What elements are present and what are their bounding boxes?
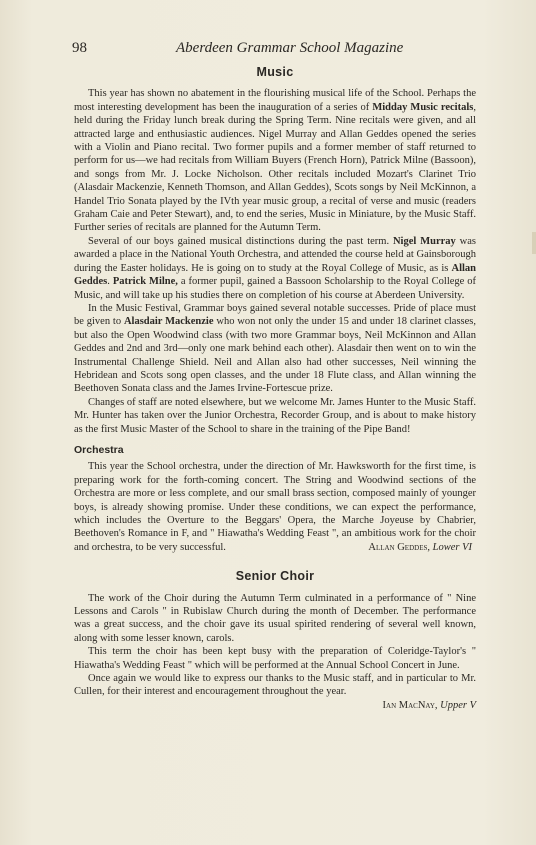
article-body: [74, 66, 476, 712]
choir-paragraph-2: This term the choir has been kept busy with the preparation of Coleridge-Taylor's " Hiawatha's Wedding Feast " which will be performed at the Annual School Concert in June.: [74, 646, 476, 671]
choir-signature: [74, 699, 476, 712]
nigel-murray-emphasis: Nigel Murray: [392, 235, 456, 247]
orchestra-heading: Orchestra: [74, 443, 124, 456]
choir-author: Ian MacNay,: [382, 699, 438, 711]
music-paragraph-1: This year has shown no abatement in the flourishing musical life of the School. Perhaps the most interesting development has been the inauguration of a series of Midday Music recitals, held during the Friday lunch break during the Spring Term. Nine recitals were given, and all attracted large and enthusiastic audiences. Nigel Murray and Allan Geddes opened the series with a Violin and Piano recital. Two former pupils and a former member of staff returned to perform for us—we had recitals from William Buyers (French Horn), Patrick Milne (Bassoon), and songs from Mr. J. Locke Nicholson. Other recitals included Mozart's Clarinet Trio (Alasdair Mackenzie, Kenneth Thomson, and Allan Geddes), Scots songs by Neil McKinnon, a Handel Trio Sonata played by the IVth year music group, a recital of verse and music (readers Graham Caie and Peter Stewart), and, to end the series, Music in Miniature, by the Music Staff. Further series of recitals are planned for the Autumn Term.: [74, 88, 476, 234]
midday-music-emphasis: Midday Music recitals: [372, 101, 474, 113]
music-paragraph-2: Several of our boys gained musical distinctions during the past term. Nigel Murray was awarded a place in the National Youth Orchestra, and attended the course held at Gainsborough during the Easter holidays. He is going on to study at the Royal College of Music, as is Allan Geddes. Patrick Milne, a former pupil, gained a Bassoon Scholarship to the Royal College of Music, and will take up his studies there on completion of his course at Aberdeen University.: [74, 235, 477, 301]
orchestra-author-class: Lower VI: [432, 541, 472, 553]
choir-heading: Senior Choir: [235, 569, 315, 584]
choir-paragraph-3: Once again we would like to express our thanks to the Music staff, and in particular to Mr. Cullen, for their interest and encouragement throughout the year.: [74, 673, 476, 698]
alasdair-mackenzie-emphasis: Alasdair Mackenzie: [123, 316, 214, 328]
patrick-milne-emphasis: Patrick Milne,: [112, 276, 178, 288]
choir-author-class: Upper V: [440, 699, 476, 711]
choir-paragraph-1: The work of the Choir during the Autumn Term culminated in a performance of " Nine Lessons and Carols " in Rubislaw Church during the month of December. The performance was a great success, and the choir gave its usual spirited rendering of several well known, along with some lesser known, carols.: [74, 592, 476, 644]
orchestra-paragraph: This year the School orchestra, under the direction of Mr. Hawksworth for the first time, is preparing work for the forth-coming concert. The String and Woodwind sections of the Orchestra are more or less complete, and our small brass section, composed mainly of younger boys, is already showing promise. Under these conditions, we can expect the performance, which includes the Overture to the Beggars' Opera, the Marche Joyeuse by Chabrier, Beethoven's Romance in F, and " Hiawatha's Wedding Feast ", an ambitious work for the choir and orchestra, to be very successful. Allan Geddes, Lower VI: [74, 461, 476, 553]
page-edge-mark: [532, 232, 536, 254]
music-paragraph-4: Changes of staff are noted elsewhere, but we welcome Mr. James Hunter to the Music Staff. Mr. Hunter has taken over the Junior Orchestra, Recorder Group, and is about to make history as the first Music Master of the School to share in the training of the Pipe Band!: [74, 396, 476, 435]
music-paragraph-3: In the Music Festival, Grammar boys gained several notable successes. Pride of place must be given to Alasdair Mackenzie who won not only the under 15 and under 18 clarinet classes, but also the Open Woodwind class (with two more Grammar boys, Neil McKinnon and Allan Geddes and 2nd and 3rd—only one mark behind each other). Alasdair then went on to win the Instrumental Challenge Shield. Neil and Allan also had other successes, Neil winning the Hebridean and Scots song open classes, and the under 18 Flute class, and Allan winning the Beethoven Sonata class and the James Irvine-Fortescue prize.: [74, 302, 476, 395]
allan-geddes-emphasis: Allan Geddes: [74, 262, 476, 288]
music-heading: Music: [256, 65, 294, 79]
orchestra-author: Allan Geddes,: [368, 541, 430, 553]
page-number: 98: [72, 40, 87, 56]
orchestra-signature: [354, 541, 472, 554]
running-title: Aberdeen Grammar School Magazine: [176, 40, 404, 56]
